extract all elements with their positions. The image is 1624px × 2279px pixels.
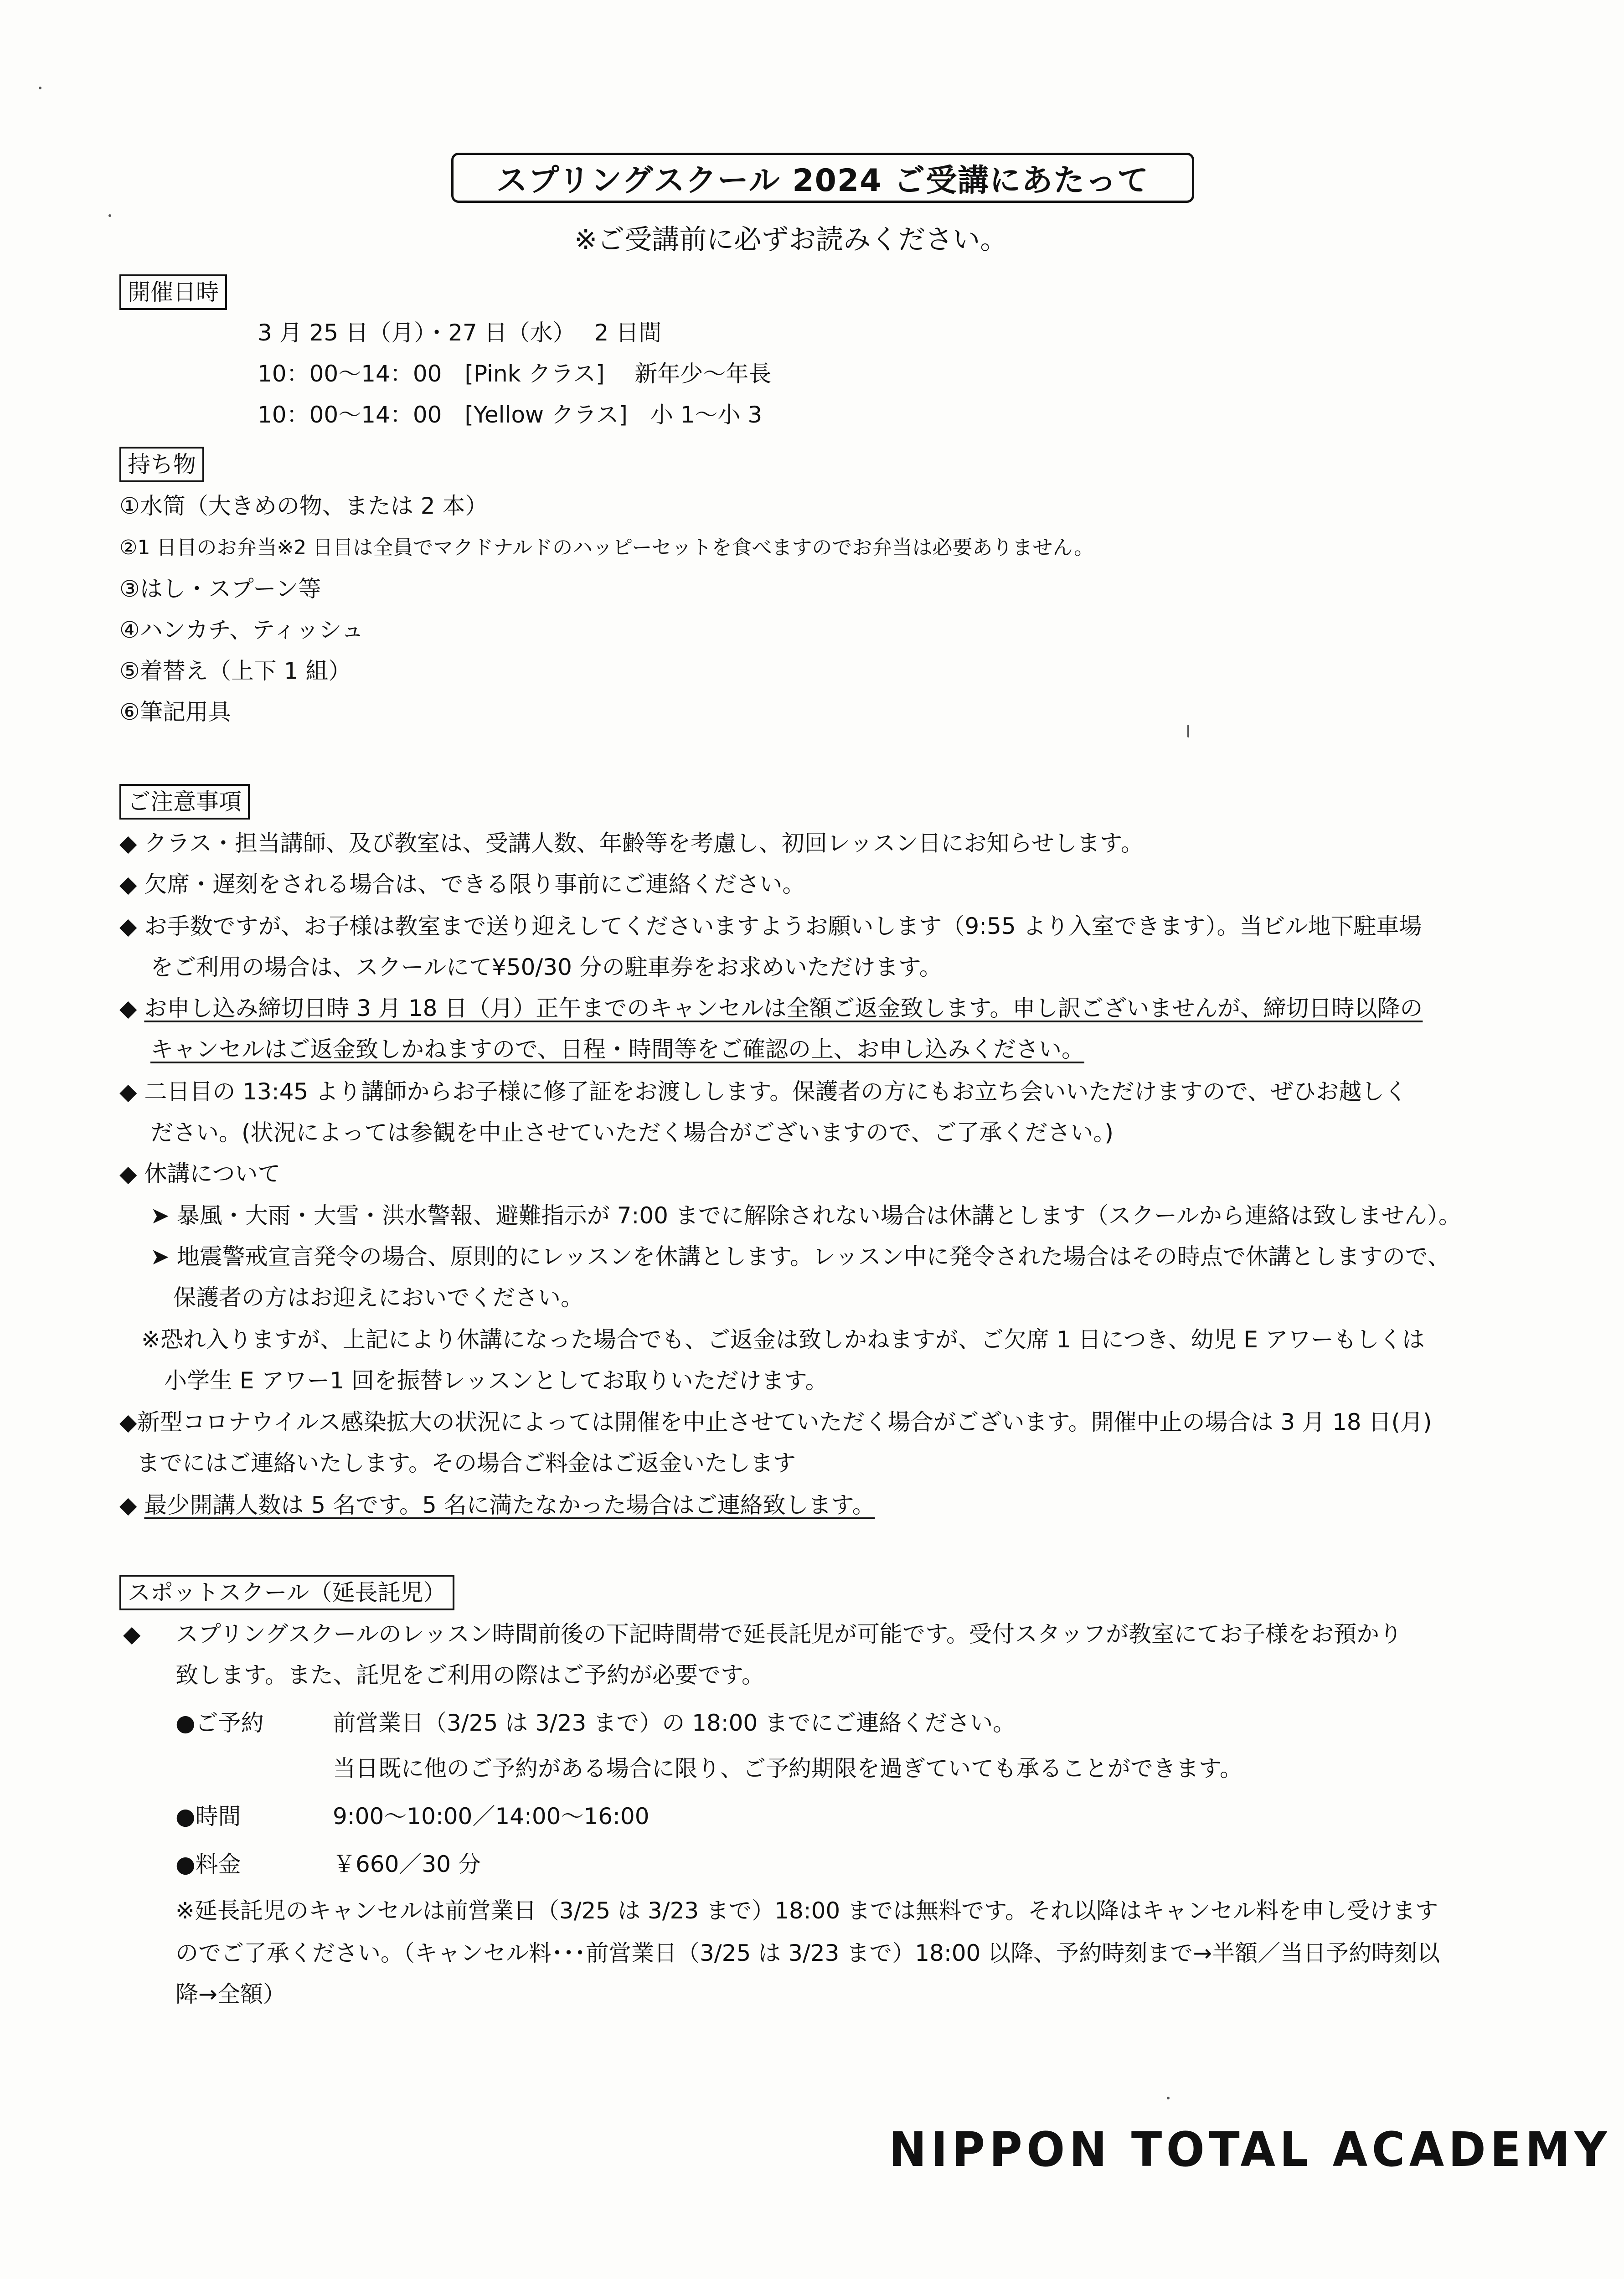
spot-time-value: 9:00～10:00／14:00～16:00 — [333, 1803, 650, 1830]
spot-cancel-line: ※延長託児のキャンセルは前営業日（3/25 は 3/23 まで）18:00 までは無料です。それ以降はキャンセル料を申し受けます — [175, 1897, 1438, 1924]
note-line: ◆ 二日目の 13:45 より講師からお子様に修了証をお渡しします。保護者の方にもお立ち会いいただけますので、ぜひお越しく — [119, 1078, 1407, 1105]
note-line: までにはご連絡いたします。その場合ご料金はご返金いたします — [137, 1450, 796, 1476]
spot-time-label: ●時間 — [175, 1803, 241, 1830]
document-subtitle: ※ご受講前に必ずお読みください。 — [574, 224, 1008, 256]
note-line: ◆ クラス・担当講師、及び教室は、受講人数、年齢等を考慮し、初回レッスン日にお知らせします。 — [119, 830, 1144, 856]
scan-speck — [1187, 725, 1189, 737]
section-label-schedule: 開催日時 — [119, 274, 227, 310]
schedule-line: 3 月 25 日（月）・27 日（水） 2 日間 — [258, 320, 662, 346]
note-line: ※恐れ入りますが、上記により休講になった場合でも、ご返金は致しかねますが、ご欠席 1 日につき、幼児 E アワーもしくは — [141, 1326, 1425, 1353]
spot-cancel-line: のでご了承ください。（キャンセル料･･･前営業日（3/25 は 3/23 まで）18:00 以降、予約時刻まで→半額／当日予約時刻以 — [175, 1940, 1440, 1966]
belonging-item: ⑤着替え（上下 1 組） — [119, 658, 351, 684]
note-line: ◆ お手数ですが、お子様は教室まで送り迎えしてくださいますようお願いします（9:55 より入室できます）。当ビル地下駐車場 — [119, 913, 1422, 939]
note-line: ◆ 欠席・遅刻をされる場合は、できる限り事前にご連絡ください。 — [119, 871, 805, 897]
note-line: ◆ 休講について — [119, 1160, 281, 1187]
note-line: ➤ 地震警戒宣言発令の場合、原則的にレッスンを休講とします。レッスン中に発令された場合はその時点で休講としますので、 — [150, 1243, 1450, 1270]
spot-reservation-note: 当日既に他のご予約がある場合に限り、ご予約期限を過ぎていても承ることができます。 — [333, 1755, 1242, 1782]
section-label-spot-school: スポットスクール（延長託児） — [119, 1575, 454, 1610]
note-line: 小学生 E アワー1 回を振替レッスンとしてお取りいただけます。 — [164, 1367, 828, 1394]
note-line: ださい。(状況によっては参観を中止させていただく場合がございますので、ご了承ください。) — [150, 1119, 1114, 1146]
spot-reservation-text: 前営業日（3/25 は 3/23 まで）の 18:00 までにご連絡ください。 — [333, 1710, 1016, 1736]
scan-speck — [1167, 2097, 1170, 2099]
note-line: ➤ 暴風・大雨・大雪・洪水警報、避難指示が 7:00 までに解除されない場合は休講とします（スクールから連絡は致しません）。 — [150, 1202, 1461, 1229]
spot-line: スプリングスクールのレッスン時間前後の下記時間帯で延長託児が可能です。受付スタッフが教室にてお子様をお預かり — [175, 1621, 1402, 1647]
schedule-line: 10：00～14：00 [Pink クラス] 新年少～年長 — [258, 361, 772, 387]
belonging-item: ③はし・スプーン等 — [119, 576, 321, 602]
cancel-deadline-text: お申し込み締切日時 3 月 18 日（月）正午までのキャンセルは全額ご返金致します。申し訳ございませんが、締切日時以降の — [144, 995, 1423, 1021]
schedule-line: 10：00～14：00 [Yellow クラス] 小 1～小 3 — [258, 402, 763, 428]
note-line: をご利用の場合は、スクールにて¥50/30 分の駐車券をお求めいただけます。 — [150, 954, 942, 980]
section-label-belongings: 持ち物 — [119, 447, 204, 482]
spot-fee-value: ￥660／30 分 — [333, 1851, 481, 1877]
scan-speck — [39, 87, 41, 89]
spot-reservation-label: ●ご予約 — [175, 1710, 264, 1736]
spot-cancel-line: 降→全額） — [175, 1981, 286, 2007]
note-line: ◆ 最少開講人数は 5 名です。5 名に満たなかった場合はご連絡致します。 — [119, 1492, 875, 1518]
belonging-item: ⑥筆記用具 — [119, 699, 231, 725]
note-line: ◆ お申し込み締切日時 3 月 18 日（月）正午までのキャンセルは全額ご返金致します。申し訳ございませんが、締切日時以降の — [119, 995, 1423, 1021]
section-label-notes: ご注意事項 — [119, 784, 250, 820]
spot-fee-label: ●料金 — [175, 1851, 241, 1877]
note-line: ◆新型コロナウイルス感染拡大の状況によっては開催を中止させていただく場合がございます。開催中止の場合は 3 月 18 日(月) — [119, 1409, 1432, 1435]
minimum-enrollment-text: 最少開講人数は 5 名です。5 名に満たなかった場合はご連絡致します。 — [144, 1492, 875, 1518]
academy-logo: NIPPON TOTAL ACADEMY — [889, 2122, 1612, 2177]
spot-bullet: ◆ — [123, 1621, 141, 1647]
spot-line: 致します。また、託児をご利用の際はご予約が必要です。 — [175, 1662, 764, 1688]
belonging-item: ①水筒（大きめの物、または 2 本） — [119, 493, 488, 519]
note-line: 保護者の方はお迎えにおいでください。 — [173, 1284, 583, 1311]
belonging-item: ②1 日目のお弁当※2 日目は全員でマクドナルドのハッピーセットを食べますのでお弁当は必要ありません。 — [119, 536, 1094, 559]
note-line: キャンセルはご返金致しかねますので、日程・時間等をご確認の上、お申し込みください。 — [150, 1036, 1084, 1062]
belonging-item: ④ハンカチ、ティッシュ — [119, 617, 364, 643]
scan-speck — [108, 214, 111, 217]
document-title: スプリングスクール 2024 ご受講にあたって — [451, 153, 1194, 203]
